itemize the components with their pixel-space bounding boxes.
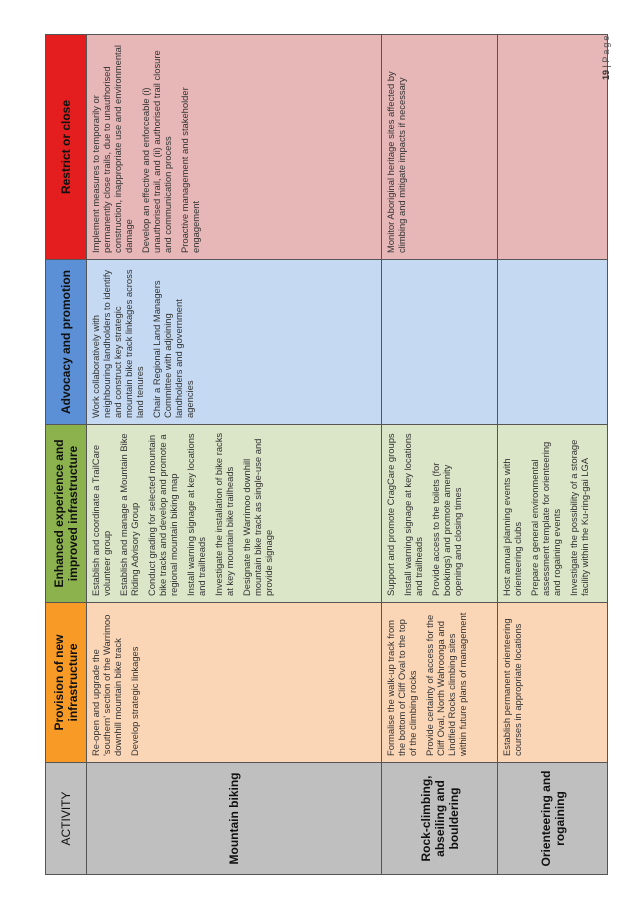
cell-item: Establish and manage a Mountain Bike Riding Advisory Group — [118, 433, 140, 596]
cell-item: Work collaboratively with neighbouring landholders to identify and construct key strategic mountain bike track linkages across land tenures — [90, 269, 145, 418]
enhanced-cell — [87, 425, 382, 603]
cell-item: Provide access to the toilets (for bookings) and promote amenity opening and closing times — [430, 462, 463, 596]
cell-item: Designate the Warrimoo downhill mountain bike track as single-use and provide signage — [241, 438, 274, 596]
cell-item: Implement measures to temporarily or permanently close trails, due to unauthorised construction, inappropriate use and environmental damage — [90, 45, 134, 253]
cell-item: Proactive management and stakeholder engagement — [179, 87, 201, 253]
footer-separator: | — [601, 62, 611, 70]
page-footer — [601, 20, 621, 80]
activity-table — [45, 34, 608, 875]
header-row — [46, 35, 87, 875]
cell-item: Develop an effective and enforceable (i) unauthorised trail, and (ii) authorised trail closure and communication process — [140, 50, 173, 253]
restrict-cell — [498, 35, 608, 260]
page-number: 19 — [601, 69, 611, 80]
header-provision: Provision of new infrastructure — [46, 603, 87, 763]
activity-cell: Orienteering and rogaining — [498, 763, 608, 875]
cell-item: Conduct grading for selected mountain bike tracks and develop and promote a regional mountain biking map — [146, 434, 179, 596]
cell-item: Develop strategic linkages — [129, 646, 140, 756]
advocacy-cell — [498, 260, 608, 425]
page-word: Page — [601, 33, 611, 63]
cell-item: Support and promote CragCare groups — [385, 433, 396, 596]
table-row — [87, 35, 382, 875]
advocacy-cell — [382, 260, 498, 425]
cell-item: Investigate the possibility of a storage facility within the Ku-ring-gai LGA — [568, 439, 590, 596]
cell-item: Install warning signage at key locations and trailheads — [402, 433, 424, 596]
advocacy-cell — [87, 260, 382, 425]
enhanced-cell — [498, 425, 608, 603]
header-advocacy: Advocacy and promotion — [46, 260, 87, 425]
header-restrict: Restrict or close — [46, 35, 87, 260]
cell-item: Establish and coordinate a TrailCare volunteer group — [90, 444, 112, 596]
table-row — [498, 35, 608, 875]
cell-item: Re-open and upgrade the 'southern' section of the Warrimoo downhill mountain bike track — [90, 614, 123, 756]
header-enhanced: Enhanced experience and improved infrastructure — [46, 425, 87, 603]
cell-item: Install warning signage at key locations and trailheads — [185, 433, 207, 596]
provision-cell — [87, 603, 382, 763]
cell-item: Chair a Regional Land Managers Committee with adjoining landholders and government agencies — [151, 280, 195, 418]
rotated-table-container — [45, 35, 608, 875]
provision-cell — [382, 603, 498, 763]
cell-item: Investigate the installation of bike racks at key mountain bike trailheads — [213, 432, 235, 596]
cell-item: Monitor Aboriginal heritage sites affected by climbing and mitigate impacts if necessary — [385, 71, 407, 253]
cell-item: Formalise the walk-up track from the bottom of Cliff Oval to the top of the climbing rocks — [385, 619, 418, 756]
cell-item: Provide certainty of access for the Cliff Oval, North Wahroonga and Lindfield Rocks climbing sites within future plans of management — [424, 612, 468, 756]
enhanced-cell — [382, 425, 498, 603]
cell-item: Prepare a general environmental assessment template for orienteering and rogaining events — [529, 441, 562, 596]
restrict-cell — [87, 35, 382, 260]
activity-cell: Mountain biking — [87, 763, 382, 875]
provision-cell — [498, 603, 608, 763]
table-row — [382, 35, 498, 875]
header-activity: ACTIVITY — [46, 763, 87, 875]
activity-cell: Rock-climbing, abseiling and bouldering — [382, 763, 498, 875]
cell-item: Host annual planning events with orienteering clubs — [501, 458, 523, 596]
page-number-label — [601, 34, 611, 80]
cell-item: Establish permanent orienteering courses in appropriate locations — [501, 618, 523, 756]
restrict-cell — [382, 35, 498, 260]
